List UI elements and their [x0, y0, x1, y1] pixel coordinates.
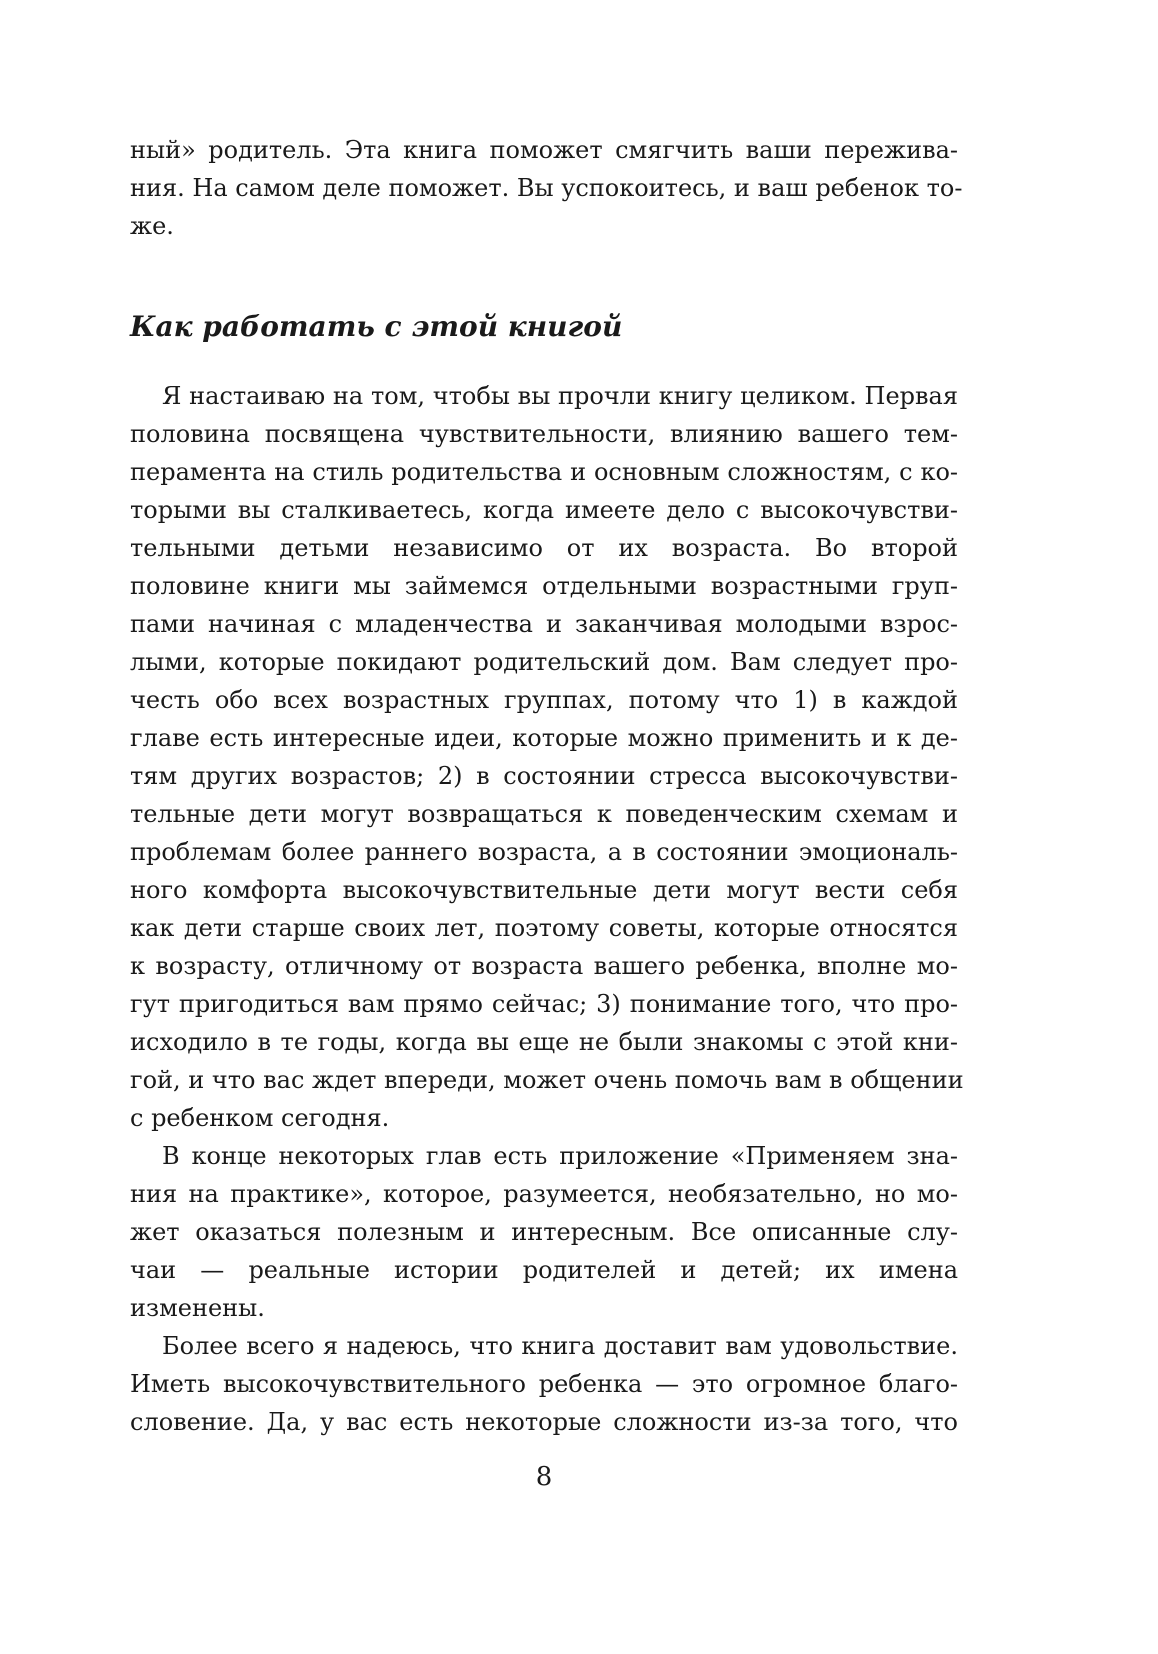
text-line: лыми, которые покидают родительский дом. Вам следует про-	[130, 648, 958, 676]
text-line: проблемам более раннего возраста, а в состоянии эмоциональ-	[130, 838, 958, 866]
paragraph	[130, 377, 964, 1137]
intro-paragraph	[130, 131, 963, 245]
text-line: как дети старше своих лет, поэтому советы, которые относятся	[130, 914, 958, 942]
page-number: 8	[535, 1462, 553, 1492]
text-line: изменены.	[130, 1294, 265, 1322]
text-line: ния. На самом деле поможет. Вы успокоитесь, и ваш ребенок то-	[130, 174, 963, 202]
text-line: тям других возрастов; 2) в состоянии стресса высокочувстви-	[130, 762, 958, 790]
text-line: тельные дети могут возвращаться к поведенческим схемам и	[130, 800, 958, 828]
text-line: словение. Да, у вас есть некоторые сложности из-за того, что	[130, 1408, 958, 1436]
text-line: половина посвящена чувствительности, влиянию вашего тем-	[130, 420, 958, 448]
text-line: ния на практике», которое, разумеется, необязательно, но мо-	[130, 1180, 958, 1208]
text-line: ный» родитель. Эта книга поможет смягчить ваши пережива-	[130, 136, 958, 164]
paragraph	[130, 1327, 958, 1441]
text-line: Иметь высокочувствительного ребенка — это огромное благо-	[130, 1370, 958, 1398]
text-line: гут пригодиться вам прямо сейчас; 3) понимание того, что про-	[130, 990, 958, 1018]
text-line: жет оказаться полезным и интересным. Все описанные слу-	[130, 1218, 958, 1246]
text-line: исходило в те годы, когда вы еще не были знакомы с этой кни-	[130, 1028, 958, 1056]
section-body	[130, 377, 964, 1441]
text-line: ного комфорта высокочувствительные дети могут вести себя	[130, 876, 958, 904]
paragraph	[130, 1137, 958, 1327]
page-body	[130, 131, 964, 1441]
text-line: главе есть интересные идеи, которые можно применить и к де-	[130, 724, 958, 752]
text-line: перамента на стиль родительства и основным сложностям, с ко-	[130, 458, 958, 486]
text-line: торыми вы сталкиваетесь, когда имеете дело с высокочувстви-	[130, 496, 958, 524]
text-line: гой, и что вас ждет впереди, может очень помочь вам в общении	[130, 1066, 964, 1094]
text-line: половине книги мы займемся отдельными возрастными груп-	[130, 572, 958, 600]
text-line: же.	[130, 212, 174, 240]
text-line: В конце некоторых глав есть приложение «Применяем зна-	[162, 1142, 958, 1170]
text-line: Более всего я надеюсь, что книга доставит вам удовольствие.	[162, 1332, 958, 1360]
text-line: тельными детьми независимо от их возраста. Во второй	[130, 534, 958, 562]
text-line: к возрасту, отличному от возраста вашего ребенка, вполне мо-	[130, 952, 958, 980]
text-line: с ребенком сегодня.	[130, 1104, 390, 1132]
text-line: пами начиная с младенчества и заканчивая молодыми взрос-	[130, 610, 958, 638]
section-heading: Как работать с этой книгой	[130, 310, 623, 343]
text-line: чаи — реальные истории родителей и детей; их имена	[130, 1256, 958, 1284]
text-line: честь обо всех возрастных группах, потому что 1) в каждой	[130, 686, 958, 714]
text-line: Я настаиваю на том, чтобы вы прочли книгу целиком. Первая	[162, 382, 958, 410]
